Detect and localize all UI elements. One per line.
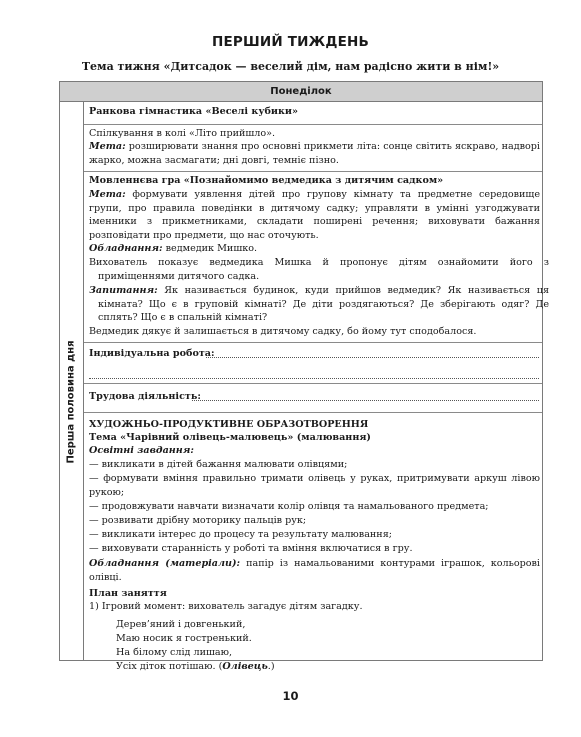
equipment-label: Обладнання: [89,243,163,254]
week-theme: Тема тижня «Дитсадок — веселий дім, нам радісно жити в нім!» [81,60,500,73]
write-line [89,378,539,379]
task-item: — виховувати старанність у роботі та вміння включатися в гру. [89,543,413,554]
speech-questions [89,284,549,325]
poem-line: Маю носик я гостренький. [116,633,252,644]
poem-line: На білому слід лишаю, [116,647,233,658]
speech-goal [89,188,540,242]
speech-thanks: Ведмедик дякує й залишається в дитячому садку, бо йому тут сподобалося. [89,326,477,337]
equipment-text: ведмедик Мишко. [162,243,258,254]
poem-close: .) [267,661,275,672]
poem-line: Дерев’яний і довгенький, [116,619,246,630]
equipment-label: Обладнання (матеріали): [89,558,241,569]
poem-text: Усіх діток потішаю. ( [116,661,223,672]
day-header: Понеділок [60,82,542,102]
speech-show: Вихователь показує ведмедика Мишка й пропонує дітям ознайомити його з приміщеннями дитячого садка. [89,257,549,282]
art-section: ХУДОЖНЬО-ПРОДУКТИВНЕ ОБРАЗОТВОРЕННЯ [89,419,369,430]
goal-label: Мета: [89,189,126,200]
write-line [206,357,539,358]
poem-answer: Олівець [222,661,268,672]
divider [84,124,542,125]
goal-label: Мета: [89,141,126,152]
art-equipment [89,557,540,584]
task-item: — продовжувати навчати визначати колір олівця та намальованого предмета; [89,501,489,512]
labor-label: Трудова діяльність: [89,391,201,402]
divider [84,383,542,384]
circle-goal [89,140,540,167]
plan-table [59,81,549,672]
plan-item: 1) Ігровий момент: вихователь загадує дітям загадку. [89,601,363,612]
plan-title: План заняття [89,588,167,599]
side-label: Перша половина дня [65,340,77,464]
side-column [60,102,84,660]
task-item: — розвивати дрібну моторику пальців рук; [89,515,307,526]
art-topic: Тема «Чарівний олівець-малювець» (малювання) [89,432,371,443]
questions-label: Запитання: [89,285,158,296]
tasks-label: Освітні завдання: [89,445,194,456]
task-item: — викликати в дітей бажання малювати олівцями; [89,459,348,470]
task-item: — формувати вміння правильно тримати олівець у руках, притримувати аркуш лівою рукою; [89,473,540,498]
gym-title: Ранкова гімнастика «Веселі кубики» [89,106,299,117]
write-line [192,400,539,401]
poem-last-line [116,660,275,675]
divider [84,342,542,343]
speech-title: Мовленнєва гра «Познайомимо ведмедика з дитячим садком» [89,175,444,186]
divider [84,171,542,172]
individual-label: Індивідуальна робота: [89,348,215,359]
circle-title: Спілкування в колі «Літо прийшло». [89,128,276,139]
page-heading: ПЕРШИЙ ТИЖДЕНЬ [211,34,370,50]
questions-text: Як називається будинок, куди прийшов ведмедик? Як називається ця кімната? Що є в груповій кімнаті? Де діти роздягаються? Де зберігають одяг? Де сплять? Що є в спальній кімнаті? [98,285,549,323]
content-cell [84,102,549,672]
divider [84,412,542,413]
goal-text: розширювати знання про основні прикмети літа: сонце світить яскраво, надворі жарко, можна засмагати; дні довгі, темніє пізно. [89,141,540,166]
page-number: 10 [282,689,299,703]
goal-text: формувати уявлення дітей про групову кімнату та предметне середовище групи, про правила поведінки в дитячому садку; управляти в умінні узгоджувати іменники з прикметниками, складати поширені речення; виховувати бажання розповідати про предмети, що нас оточують. [89,189,540,241]
task-item: — викликати інтерес до процесу та результату малювання; [89,529,392,540]
speech-equipment [89,242,540,256]
equipment-text: папір із намальованими контурами іграшок, кольорові олівці. [89,558,540,583]
